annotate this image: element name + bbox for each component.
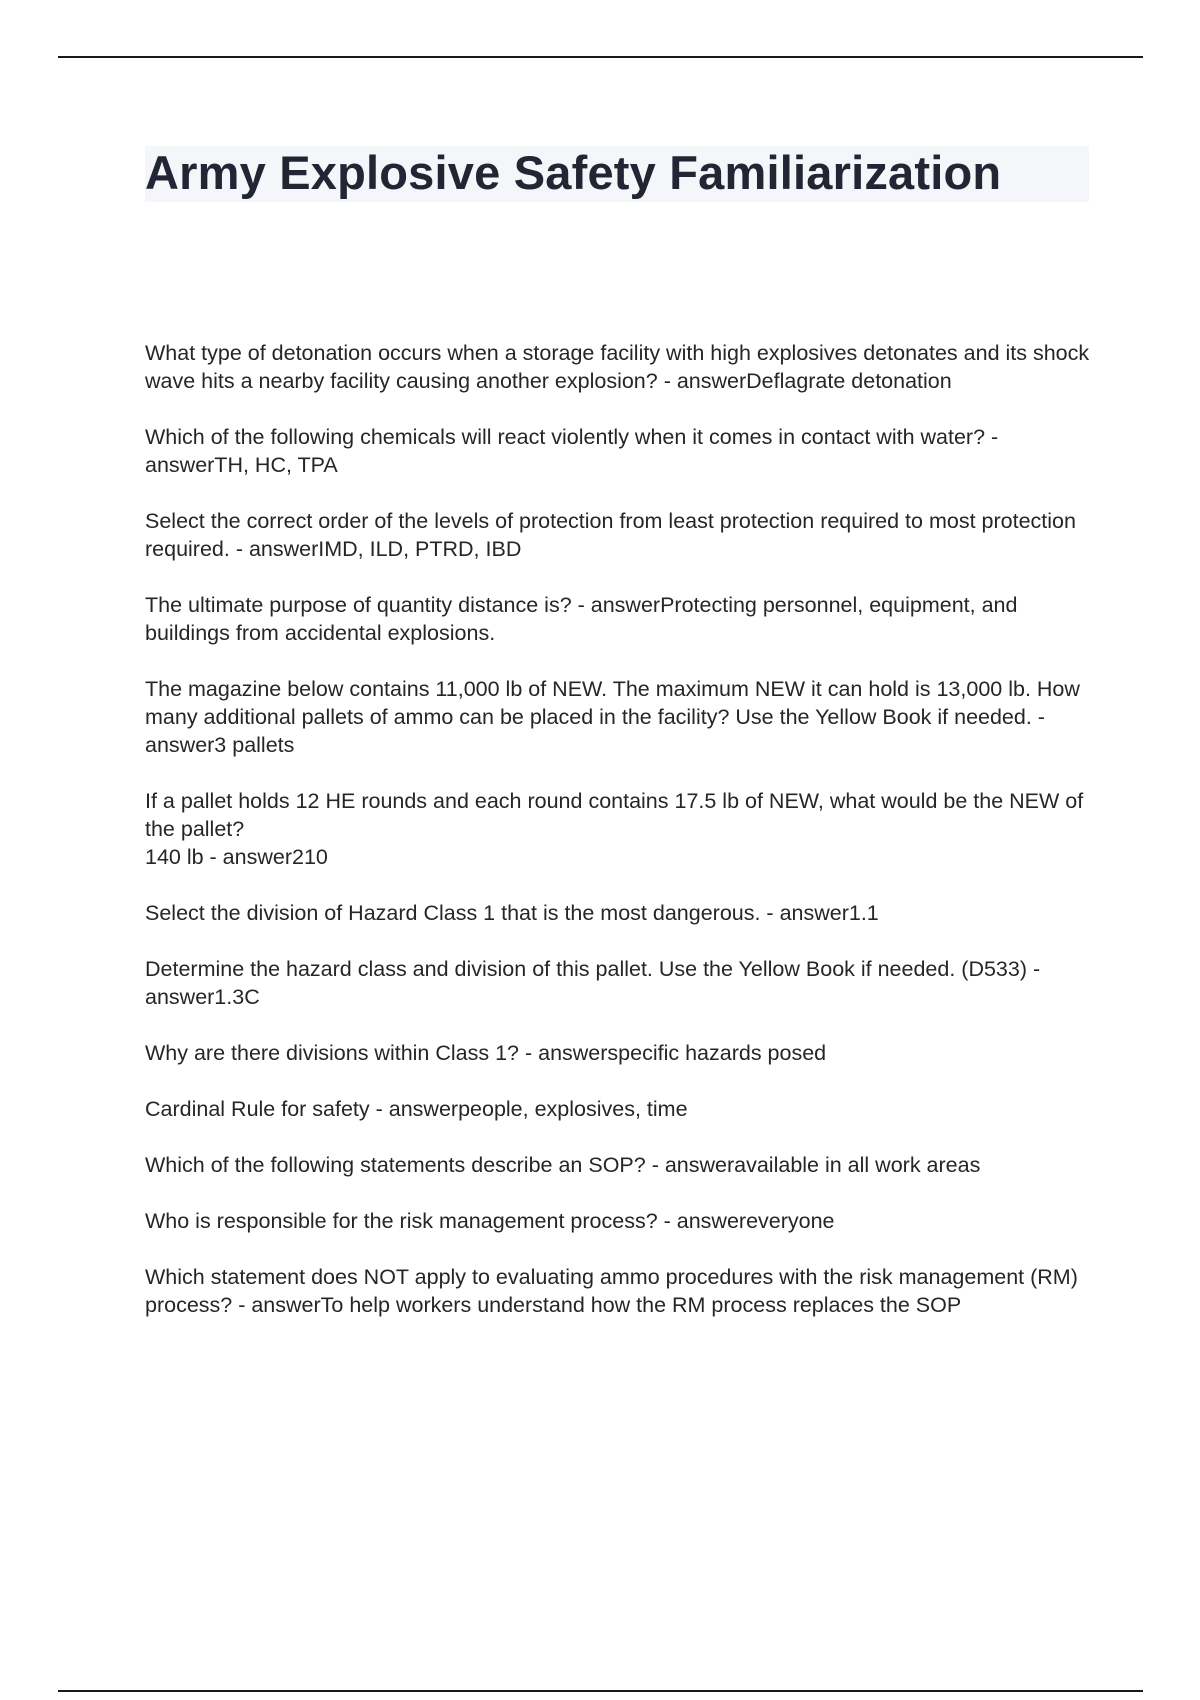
qa-item: Select the division of Hazard Class 1 that is the most dangerous. - answer1.1 (145, 901, 879, 925)
qa-item: The ultimate purpose of quantity distance is? - answerProtecting personnel, equipment, and buildings from accidental explosions. (145, 593, 1018, 645)
qa-list (145, 339, 1090, 1347)
qa-item: Which of the following chemicals will react violently when it comes in contact with water? - answerTH, HC, TPA (145, 425, 999, 477)
qa-item: The magazine below contains 11,000 lb of NEW. The maximum NEW it can hold is 13,000 lb. How many additional pallets of ammo can be placed in the facility? Use the Yellow Book if needed. - answer3 pallets (145, 677, 1080, 757)
qa-item: Which statement does NOT apply to evaluating ammo procedures with the risk management (RM) process? - answerTo help workers understand how the RM process replaces the SOP (145, 1265, 1078, 1317)
qa-item: What type of detonation occurs when a storage facility with high explosives detonates and its shock wave hits a nearby facility causing another explosion? - answerDeflagrate detonation (145, 341, 1090, 393)
qa-item: Why are there divisions within Class 1? - answerspecific hazards posed (145, 1041, 827, 1065)
qa-item: If a pallet holds 12 HE rounds and each round contains 17.5 lb of NEW, what would be the NEW of the pallet? 140 lb - answer210 (145, 789, 1084, 869)
qa-item: Who is responsible for the risk management process? - answereveryone (145, 1209, 835, 1233)
top-rule (58, 56, 1143, 58)
qa-item: Select the correct order of the levels of protection from least protection required to most protection required. - answerIMD, ILD, PTRD, IBD (145, 509, 1076, 561)
page-title: Army Explosive Safety Familiarization (145, 146, 1002, 199)
qa-item: Which of the following statements describe an SOP? - answeravailable in all work areas (145, 1153, 981, 1177)
qa-item: Cardinal Rule for safety - answerpeople, explosives, time (145, 1097, 688, 1121)
bottom-rule (58, 1690, 1143, 1692)
qa-item: Determine the hazard class and division of this pallet. Use the Yellow Book if needed. (D533) - answer1.3C (145, 957, 1041, 1009)
